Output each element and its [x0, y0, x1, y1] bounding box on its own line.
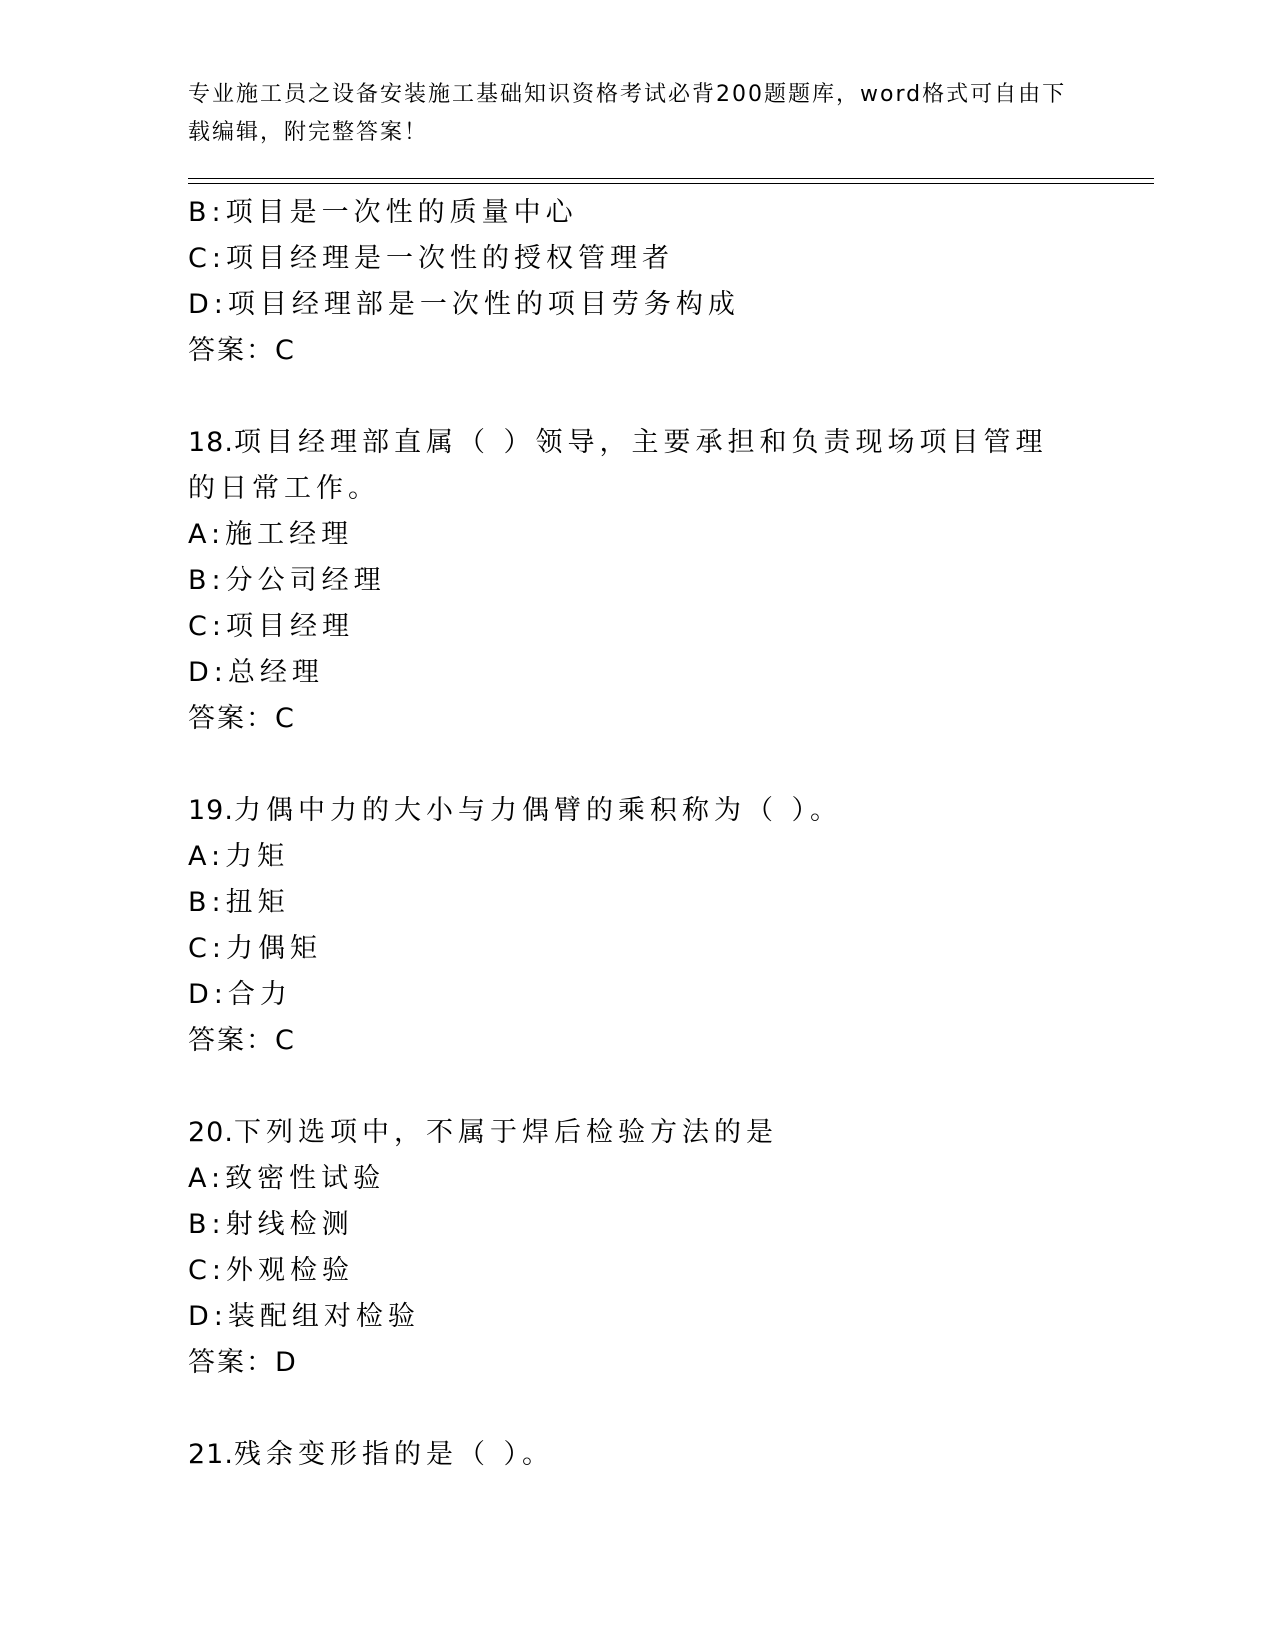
question-21: [188, 1432, 1088, 1478]
question-stem: 20.下列选项中，不属于焊后检验方法的是: [188, 1117, 778, 1148]
document-header: 专业施工员之设备安装施工基础知识资格考试必背200题题库，word格式可自由下载编辑，附完整答案！: [188, 82, 1067, 145]
answer: 答案：C: [188, 335, 296, 366]
header-rule-top: [188, 178, 1154, 179]
answer: 答案：C: [188, 703, 296, 734]
question-20: [188, 1110, 1088, 1386]
question-19: [188, 788, 1088, 1064]
header-rule-bottom: [188, 183, 1154, 184]
spacer: [188, 374, 1088, 420]
option-b: B:项目是一次性的质量中心: [188, 197, 578, 228]
option-d: D:总经理: [188, 657, 324, 688]
option-b: B:分公司经理: [188, 565, 386, 596]
question-stem: 21.残余变形指的是（ ）。: [188, 1439, 555, 1470]
spacer: [188, 1386, 1088, 1432]
question-17-tail: [188, 190, 1088, 374]
answer: 答案：C: [188, 1025, 296, 1056]
option-a: A:施工经理: [188, 519, 354, 550]
option-a: A:力矩: [188, 841, 290, 872]
option-b: B:射线检测: [188, 1209, 354, 1240]
question-stem: 19.力偶中力的大小与力偶臂的乘积称为（ ）。: [188, 795, 843, 826]
question-stem: 18.项目经理部直属（ ）领导，主要承担和负责现场项目管理的日常工作。: [188, 427, 1048, 504]
option-d: D:项目经理部是一次性的项目劳务构成: [188, 289, 740, 320]
option-d: D:装配组对检验: [188, 1301, 420, 1332]
option-d: D:合力: [188, 979, 292, 1010]
spacer: [188, 1064, 1088, 1110]
option-b: B:扭矩: [188, 887, 290, 918]
option-c: C:项目经理: [188, 611, 354, 642]
answer: 答案：D: [188, 1347, 298, 1378]
question-list: [188, 190, 1088, 1478]
option-a: A:致密性试验: [188, 1163, 386, 1194]
spacer: [188, 742, 1088, 788]
question-18: [188, 420, 1088, 742]
option-c: C:项目经理是一次性的授权管理者: [188, 243, 674, 274]
option-c: C:力偶矩: [188, 933, 322, 964]
option-c: C:外观检验: [188, 1255, 354, 1286]
